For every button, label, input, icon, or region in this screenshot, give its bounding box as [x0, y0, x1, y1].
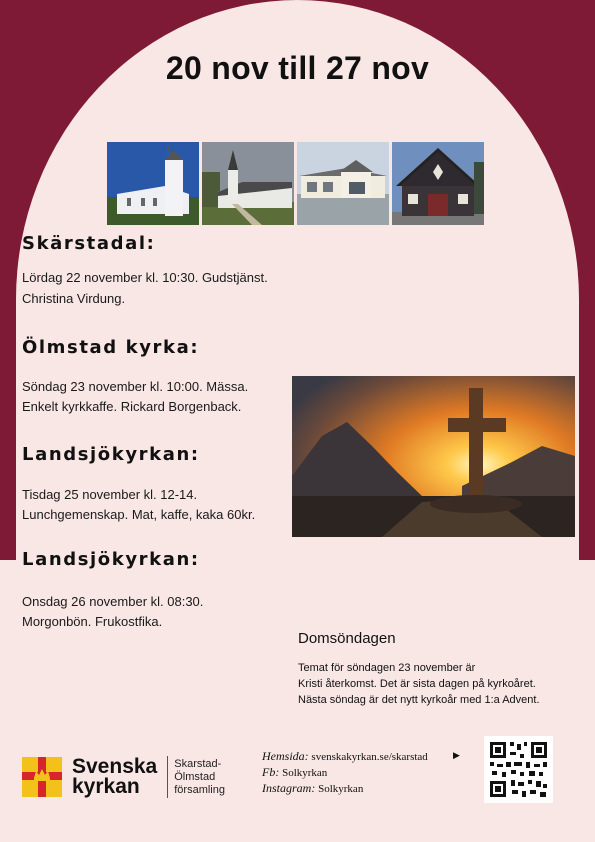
- church-photos: [107, 142, 484, 225]
- page-title: 20 nov till 27 nov: [165, 50, 430, 86]
- event-line: Lördag 22 november kl. 10:30. Gudstjänst.: [22, 270, 268, 285]
- cross-sunset-image: [292, 376, 575, 537]
- event-text-4: [22, 592, 203, 632]
- parish-line: Ölmstad: [174, 770, 216, 783]
- instagram-label: Instagram:: [262, 781, 316, 795]
- parish-line: församling: [174, 783, 225, 796]
- contact-info: [262, 749, 428, 797]
- domsondagen-line: Nästa söndag är det nytt kyrkoår med 1:a Advent.: [298, 694, 540, 706]
- event-line: Tisdag 25 november kl. 12-14.: [22, 487, 198, 502]
- event-line: Christina Virdung.: [22, 291, 126, 306]
- event-text-3: [22, 485, 255, 525]
- event-line: Söndag 23 november kl. 10:00. Mässa.: [22, 379, 249, 394]
- parish-name: [174, 758, 225, 797]
- church-photo-4: [392, 142, 484, 225]
- domsondagen-line: Kristi återkomst. Det är sista dagen på kyrkoåret.: [298, 678, 536, 690]
- domsondagen-line: Temat för söndagen 23 november är: [298, 662, 476, 674]
- homepage-label: Hemsida:: [262, 749, 309, 763]
- facebook-label: Fb:: [262, 765, 280, 779]
- event-line: Onsdag 26 november kl. 08:30.: [22, 594, 204, 609]
- domsondagen-title: Domsöndagen: [298, 630, 396, 647]
- event-heading-4: Landsjökyrkan:: [22, 549, 200, 570]
- svenska-kyrkan-logo: [22, 756, 225, 798]
- arrow-right-icon: ▶: [453, 750, 460, 760]
- event-heading-1: Skärstadal:: [22, 233, 156, 254]
- event-line: Lunchgemenskap. Mat, kaffe, kaka 60kr.: [22, 507, 256, 522]
- event-line: Enkelt kyrkkaffe. Rickard Borgenback.: [22, 399, 242, 414]
- logo-divider: [167, 756, 168, 798]
- logo-name: [72, 757, 157, 797]
- event-line: Morgonbön. Frukostfika.: [22, 614, 163, 629]
- parish-line: Skarstad-: [174, 757, 222, 770]
- facebook-line[interactable]: [262, 765, 428, 781]
- instagram-link[interactable]: Solkyrkan: [318, 783, 364, 795]
- logo-name-line: kyrkan: [72, 775, 140, 798]
- church-photo-2: [202, 142, 294, 225]
- homepage-line[interactable]: [262, 749, 428, 765]
- church-photo-3: [297, 142, 389, 225]
- domsondagen-text: [298, 660, 568, 708]
- event-heading-2: Ölmstad kyrka:: [22, 337, 200, 358]
- church-photo-1: [107, 142, 199, 225]
- church-shield-icon: [22, 757, 62, 797]
- homepage-link[interactable]: svenskakyrkan.se/skarstad: [311, 751, 428, 763]
- event-heading-3: Landsjökyrkan:: [22, 444, 200, 465]
- logo-name-line: Svenska: [72, 755, 158, 778]
- event-text-1: [22, 268, 268, 309]
- event-text-2: [22, 377, 248, 417]
- qr-code[interactable]: [484, 736, 553, 803]
- instagram-line[interactable]: [262, 781, 428, 797]
- facebook-link[interactable]: Solkyrkan: [282, 767, 328, 779]
